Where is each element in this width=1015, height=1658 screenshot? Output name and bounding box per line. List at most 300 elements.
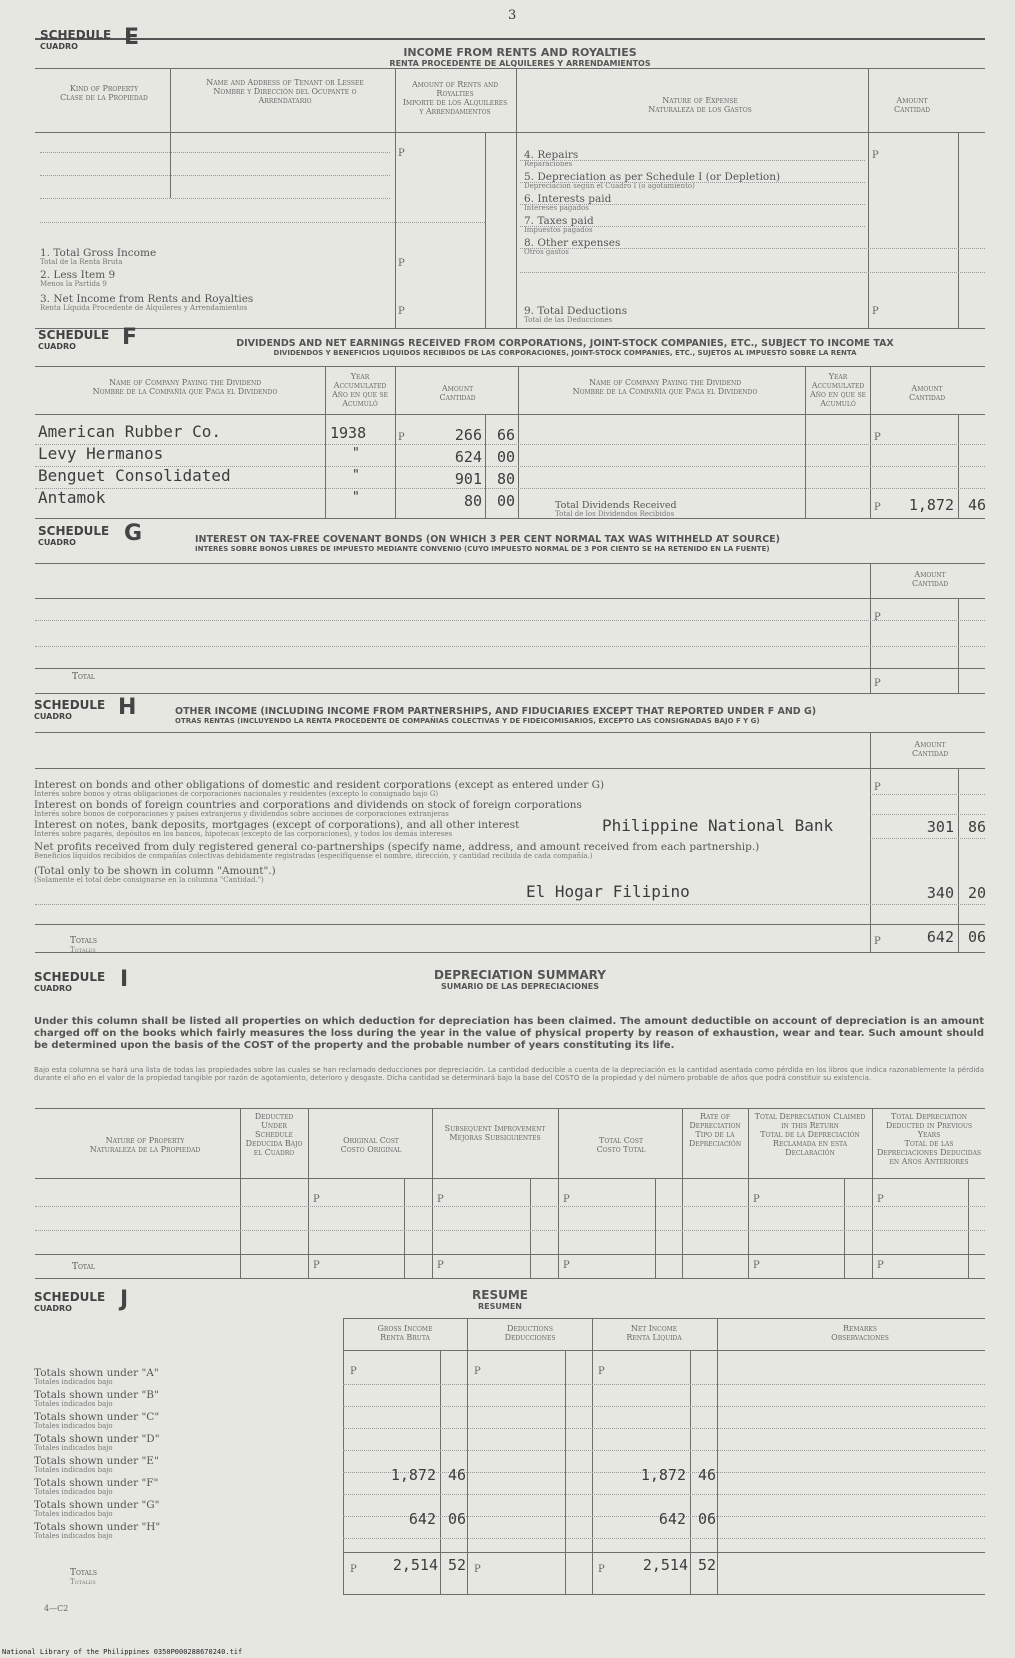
j-h-gross: 642 <box>408 1510 436 1528</box>
j-f-gross: 1,872 <box>390 1466 436 1484</box>
f-currency: P <box>398 432 405 443</box>
h-dotted-row <box>35 904 985 905</box>
schedule-h-word-es: CUADRO <box>34 712 72 721</box>
h-amount-1: 301 <box>926 818 954 836</box>
h-typed-payer-1: Philippine National Bank <box>602 816 834 835</box>
i-dotted-row <box>35 1230 985 1231</box>
j-row-label-es: Totales indicados bajo <box>34 1378 113 1386</box>
e-line3-en: 3. Net Income from Rents and Royalties <box>40 293 254 305</box>
j-h-gross-cents: 06 <box>447 1510 466 1528</box>
f-col-line <box>325 366 326 518</box>
i-currency: P <box>877 1194 884 1205</box>
e-col-expense: Nature of Expense <box>662 96 738 105</box>
schedule-i-paragraph-es: Bajo esta columna se hará una lista de todas las propiedades sobre las cuales se han reclamado deducciones por depreciación. La cantidad deducible a cuenta de la depreciación es la cantidad asentada como pérdida en los libros que indica razonablemente la pérdida durante el año en el valor de la propiedad tangible por razón de agotamiento, deterioro y desgaste. Dicha cantidad se determinará bajo la base del COSTO de la propiedad y del número probable de años que podrá constituir su existencia. <box>34 1066 984 1082</box>
f-col-year-es-2: Año en que se Acumuló <box>809 390 867 408</box>
e-dotted-row <box>520 248 985 249</box>
j-f-net: 1,872 <box>640 1466 686 1484</box>
i-col1-header <box>60 1136 230 1154</box>
schedule-f-word: SCHEDULE <box>38 328 110 342</box>
e-line6 <box>524 194 611 212</box>
f-col-year: Year Accumulated <box>333 372 387 390</box>
e-line4 <box>524 150 578 168</box>
j-dotted-row <box>343 1406 985 1407</box>
i-col-line <box>655 1178 656 1278</box>
i-col-line <box>308 1108 309 1278</box>
h-line-a-en: Interest on bonds and other obligations of domestic and resident corporations (except as entered under G) <box>34 779 605 791</box>
f-col-line <box>805 366 806 518</box>
schedule-j-bottom <box>343 1594 985 1595</box>
e-line9 <box>524 306 627 324</box>
j-f-gross-cents: 46 <box>447 1466 466 1484</box>
j-row-label-es: Totales indicados bajo <box>34 1444 113 1452</box>
e-currency: P <box>872 150 879 161</box>
j-col1-es: Renta Bruta <box>380 1333 430 1342</box>
g-total-label: Total <box>72 672 95 682</box>
schedule-g-word: SCHEDULE <box>38 524 110 538</box>
j-dotted-row <box>343 1494 985 1495</box>
schedule-i-word: SCHEDULE <box>34 970 106 984</box>
e-line9-es: Total de las Deducciones <box>524 316 613 324</box>
j-row-label-en: Totals shown under "B" <box>34 1389 159 1401</box>
j-col3: Net Income <box>630 1324 678 1333</box>
f-row-amount: 624 <box>454 448 482 466</box>
e-line5 <box>524 172 780 190</box>
schedule-i-title-en: DEPRECIATION SUMMARY <box>434 968 606 982</box>
e-col-line <box>485 132 486 328</box>
schedule-e-word-es: CUADRO <box>40 42 78 51</box>
schedule-e-title <box>300 46 740 68</box>
e-col-name-es: Nombre y Dirección del Ocupante o Arrendatario <box>213 87 357 105</box>
f-row-year: 1938 <box>330 424 367 442</box>
e-col-amount-header <box>400 80 510 116</box>
e-dotted-row <box>40 198 390 199</box>
j-f-net-cents: 46 <box>697 1466 716 1484</box>
f-row-company: Benguet Consolidated <box>38 466 231 485</box>
g-currency: P <box>874 612 881 623</box>
j-row-label-es: Totales indicados bajo <box>34 1510 113 1518</box>
f-currency: P <box>874 502 881 513</box>
i-col5: Total Cost <box>599 1136 643 1145</box>
j-row-label <box>34 1368 159 1386</box>
f-header-top <box>35 366 985 367</box>
j-row-label-en: Totals shown under "A" <box>34 1367 159 1379</box>
e-line5-es: Depreciación según el Cuadro I (o agotamiento) <box>524 182 695 190</box>
f-row-cents: 00 <box>496 448 515 466</box>
i-col-line <box>872 1108 873 1278</box>
schedule-j-title <box>440 1288 560 1311</box>
e-col-expense-header <box>600 96 800 114</box>
f-col-name-2: Name of Company Paying the Dividend <box>588 378 742 387</box>
i-col-line <box>748 1108 749 1278</box>
schedule-h-title-es: OTRAS RENTAS (INCLUYENDO LA RENTA PROCEDENTE DE COMPAÑIAS COLECTIVAS Y DE FIDEICOMISARIOS, EXCEPTO LAS CONSIGNADAS BAJO F Y G) <box>175 717 760 725</box>
h-header-bottom <box>35 768 985 769</box>
f-row-company: American Rubber Co. <box>38 422 222 441</box>
f-row-amount: 266 <box>454 426 482 444</box>
h-header-top <box>35 732 985 733</box>
schedule-i-word-es: CUADRO <box>34 984 72 993</box>
i-header-bottom <box>35 1178 985 1179</box>
schedule-g-title-en: INTEREST ON TAX-FREE COVENANT BONDS (ON WHICH 3 PER CENT NORMAL TAX WAS WITHHELD AT SOURCE) <box>195 534 781 545</box>
i-col8-header <box>874 1112 984 1166</box>
e-col-line <box>958 132 959 328</box>
i-col8-es: Total de las Depreciaciones Deducidas en Años Anteriores <box>876 1139 982 1166</box>
schedule-i-title <box>380 968 660 991</box>
schedule-e-header-bottom <box>35 132 985 133</box>
j-col2: Deductions <box>507 1324 553 1333</box>
j-dotted-row <box>343 1538 985 1539</box>
i-col3-es: Costo Original <box>340 1145 402 1154</box>
e-col-name: Name and Address of Tenant or Lessee <box>206 78 364 87</box>
f-total-label-es: Total de los Dividendos Recibidos <box>555 510 675 518</box>
schedule-h-title <box>175 706 885 725</box>
j-col4-es: Observaciones <box>831 1333 889 1342</box>
e-dotted-row <box>40 152 390 153</box>
i-col7-es: Total de la Depreciación Reclamada en esta Declaración <box>760 1130 860 1157</box>
h-line-b-es: Interés sobre bonos de corporaciones y países extranjeros y dividendos sobre acciones de corporaciones extranjeras <box>34 810 449 818</box>
i-col4-header <box>436 1124 554 1142</box>
h-currency: P <box>874 782 881 793</box>
schedule-h-label <box>34 695 137 722</box>
e-col-line <box>395 68 396 328</box>
j-totals-label-es: Totales <box>70 1578 96 1586</box>
j-totals-label-en: Totals <box>70 1568 98 1578</box>
f-row-amount: 901 <box>454 470 482 488</box>
j-row-label-en: Totals shown under "H" <box>34 1521 161 1533</box>
i-col1-es: Naturaleza de la Propiedad <box>89 1145 201 1154</box>
g-dotted-row <box>35 646 985 647</box>
g-col-line <box>870 563 871 693</box>
e-col-amt-header <box>872 96 952 114</box>
e-dotted-row <box>520 182 865 183</box>
j-col1: Gross Income <box>377 1324 433 1333</box>
h-total-cents: 06 <box>967 928 986 946</box>
h-amount-2: 340 <box>926 884 954 902</box>
j-currency: P <box>474 1564 481 1575</box>
i-col3: Original Cost <box>343 1136 399 1145</box>
j-total-net-cents: 52 <box>697 1556 716 1574</box>
h-col-amt: Amount <box>914 740 946 749</box>
j-row-label <box>34 1456 159 1474</box>
i-col8: Total Depreciation Deducted in Previous Years <box>885 1112 973 1139</box>
e-col-kind-es: Clase de la Propiedad <box>60 93 148 102</box>
schedule-f-title-es: DIVIDENDOS Y BENEFICIOS LIQUIDOS RECIBIDOS DE LAS CORPORACIONES, JOINT-STOCK COMPANIES, ETC., SUJETOS AL IMPUESTO SOBRE LA RENTA <box>273 349 857 357</box>
e-col-amt-es: Cantidad <box>893 105 931 114</box>
schedule-f-title <box>165 338 965 357</box>
i-total-rule <box>35 1254 985 1255</box>
h-dotted-row <box>870 794 985 795</box>
j-row-label-es: Totales indicados bajo <box>34 1466 113 1474</box>
schedule-g-letter: G <box>124 521 143 546</box>
schedule-i-bottom <box>35 1278 985 1279</box>
h-line-a <box>34 780 604 798</box>
j-row-label <box>34 1390 159 1408</box>
f-total-label <box>555 500 677 518</box>
e-line2-en: 2. Less Item 9 <box>40 269 116 281</box>
i-col6: Rate of Depreciation <box>689 1112 741 1130</box>
e-line3 <box>40 294 253 312</box>
j-col3-es: Renta Líquida <box>626 1333 682 1342</box>
schedule-e-word: SCHEDULE <box>40 28 112 42</box>
i-currency: P <box>877 1260 884 1271</box>
schedule-g-label <box>38 521 143 548</box>
f-col-year-header <box>327 372 393 408</box>
schedule-j-word-es: CUADRO <box>34 1304 72 1313</box>
schedule-e-header-rule <box>35 68 985 69</box>
j-col2-header <box>470 1324 590 1342</box>
f-col-line <box>518 366 519 518</box>
i-col-line <box>558 1108 559 1278</box>
e-currency: P <box>398 258 405 269</box>
j-col2-es: Deducciones <box>504 1333 556 1342</box>
h-currency: P <box>874 936 881 947</box>
i-currency: P <box>753 1194 760 1205</box>
i-col-line <box>432 1108 433 1278</box>
j-row-label-en: Totals shown under "C" <box>34 1411 160 1423</box>
i-currency: P <box>563 1260 570 1271</box>
e-dotted-row <box>520 226 865 227</box>
i-currency: P <box>437 1194 444 1205</box>
e-line4-en: 4. Repairs <box>524 149 579 161</box>
schedule-j-letter: J <box>120 1287 129 1312</box>
f-row-company: Levy Hermanos <box>38 444 164 463</box>
e-col-line <box>516 68 517 328</box>
g-dotted-row <box>35 620 985 621</box>
i-col-line <box>240 1108 241 1278</box>
i-col-line <box>968 1178 969 1278</box>
j-row-label-es: Totales indicados bajo <box>34 1422 113 1430</box>
schedule-e-letter: E <box>124 25 140 50</box>
j-total-gross: 2,514 <box>392 1556 438 1574</box>
f-col-name-es: Nombre de la Compañía que Paga el Dividendo <box>92 387 278 396</box>
j-col3-header <box>594 1324 714 1342</box>
schedule-g-title <box>195 534 835 553</box>
schedule-i-paragraph: Under this column shall be listed all properties on which deduction for depreciation has been claimed. The amount deductible on account of depreciation is an amount charged off on the books which fairly measures the loss during the year in the value of physical property by reason of exhaustion, wear and tear. Such amount should be determined upon the basis of the COST of the property and the probable number of years constituting its life. <box>34 1016 984 1051</box>
page-number: 3 <box>508 8 517 23</box>
i-total-label: Total <box>72 1262 95 1272</box>
e-col-name-header <box>205 78 365 105</box>
e-dotted-row <box>520 204 865 205</box>
i-col3-header <box>312 1136 430 1154</box>
schedule-f-word-es: CUADRO <box>38 342 76 351</box>
e-line7 <box>524 216 594 234</box>
j-row-label-en: Totals shown under "F" <box>34 1477 159 1489</box>
i-col4-es: Mejoras Subsiguientes <box>449 1133 541 1142</box>
i-currency: P <box>753 1260 760 1271</box>
j-currency: P <box>350 1366 357 1377</box>
e-col-expense-es: Naturaleza de los Gastos <box>648 105 752 114</box>
schedule-f-letter: F <box>122 325 138 350</box>
f-row-year: " <box>352 446 360 461</box>
f-row-rule <box>35 444 985 445</box>
j-row-label <box>34 1434 160 1452</box>
f-row-cents: 00 <box>496 492 515 510</box>
e-line7-es: Impuestos pagados <box>524 226 593 234</box>
e-line7-en: 7. Taxes paid <box>524 215 594 227</box>
h-line-c-en: Interest on notes, bank deposits, mortgages (except of corporations), and all other interest <box>34 819 520 831</box>
f-col-amount-es-2: Cantidad <box>908 393 946 402</box>
f-total-cents: 46 <box>967 496 986 514</box>
schedule-i-title-es: SUMARIO DE LAS DEPRECIACIONES <box>440 982 600 991</box>
g-header-bottom <box>35 598 985 599</box>
h-line-b <box>34 800 582 818</box>
h-line-e-en: (Total only to be shown in column "Amount".) <box>34 865 276 877</box>
i-col4: Subsequent Improvement <box>444 1124 546 1133</box>
i-col5-es: Costo Total <box>596 1145 646 1154</box>
h-dotted-row <box>870 814 985 815</box>
f-col-name-header <box>60 378 310 396</box>
h-line-d-es: Beneficios líquidos recibidos de compañías colectivas debidamente registradas (especifíquense el nombre, dirección, y cantidad recibida de cada compañía.) <box>34 852 593 860</box>
j-col4-header <box>740 1324 980 1342</box>
schedule-h-letter: H <box>118 695 137 720</box>
schedule-e-top-rule <box>35 38 985 40</box>
i-currency: P <box>313 1194 320 1205</box>
f-col-amount-2: Amount <box>911 384 943 393</box>
j-h-net: 642 <box>658 1510 686 1528</box>
i-col2-es: Deducida Bajo el Cuadro <box>245 1139 303 1157</box>
schedule-e-title-en: INCOME FROM RENTS AND ROYALTIES <box>403 46 637 59</box>
i-col2: Deducted Under Schedule <box>254 1112 294 1139</box>
j-row-label-en: Totals shown under "G" <box>34 1499 160 1511</box>
f-col-line <box>870 366 871 518</box>
f-row-rule <box>35 488 985 489</box>
j-currency: P <box>350 1564 357 1575</box>
f-total-amount: 1,872 <box>908 496 954 514</box>
e-line9-en: 9. Total Deductions <box>524 305 628 317</box>
f-row-year: " <box>352 468 360 483</box>
i-col-line <box>682 1108 683 1278</box>
i-header-top <box>35 1108 985 1109</box>
i-col6-header <box>684 1112 746 1148</box>
i-col7-header <box>750 1112 870 1157</box>
i-col6-es: Tipo de la Depreciación <box>688 1130 742 1148</box>
j-row-label <box>34 1478 158 1496</box>
i-col-line <box>844 1178 845 1278</box>
j-dotted-row <box>343 1428 985 1429</box>
j-row-label-es: Totales indicados bajo <box>34 1400 113 1408</box>
archive-footer: National Library of the Philippines 0350P000288670240.tif <box>2 1648 243 1656</box>
f-currency: P <box>874 432 881 443</box>
f-header-bottom <box>35 414 985 415</box>
f-total-label-en: Total Dividends Received <box>555 500 677 511</box>
i-dotted-row <box>35 1206 985 1207</box>
g-col-amt: Amount <box>914 570 946 579</box>
schedule-i-label <box>34 967 129 994</box>
e-line1-en: 1. Total Gross Income <box>40 247 157 259</box>
h-line-c <box>34 820 519 838</box>
f-col-amount-header <box>400 384 515 402</box>
schedule-f-bottom <box>35 518 985 519</box>
h-total-amount: 642 <box>926 928 954 946</box>
schedule-e-bottom <box>35 328 985 329</box>
e-dotted-row <box>40 175 390 176</box>
j-total-gross-cents: 52 <box>447 1556 466 1574</box>
j-row-label-en: Totals shown under "E" <box>34 1455 159 1467</box>
g-currency: P <box>874 678 881 689</box>
j-total-rule <box>343 1552 985 1553</box>
schedule-h-title-en: OTHER INCOME (INCLUDING INCOME FROM PARTNERSHIPS, AND FIDUCIARIES EXCEPT THAT REPORTED UNDER F AND G) <box>175 706 817 717</box>
f-col-amount-header-2 <box>872 384 982 402</box>
h-dotted-row <box>870 838 985 839</box>
e-col-amt: Amount <box>896 96 928 105</box>
e-col-amount-es: Importe de los Alquileres y Arrendamientos <box>402 98 508 116</box>
h-line-d <box>34 842 874 860</box>
schedule-e-label <box>40 25 140 52</box>
i-currency: P <box>313 1260 320 1271</box>
h-line-c-es: Interés sobre pagarés, depósitos en los bancos, hipotecas (excepto de las corporaciones), y todos los demás intereses <box>34 830 453 838</box>
h-totals-label-es: Totales <box>70 946 96 954</box>
e-dotted-row <box>40 222 485 223</box>
e-line8-es: Otros gastos <box>524 248 569 256</box>
i-col5-header <box>562 1136 680 1154</box>
i-col7: Total Depreciation Claimed in this Return <box>754 1112 866 1130</box>
i-col-line <box>404 1178 405 1278</box>
g-total-rule <box>35 668 985 669</box>
e-col-kind: Kind of Property <box>69 84 139 93</box>
j-dotted-row <box>343 1450 985 1451</box>
f-col-name-es-2: Nombre de la Compañía que Paga el Dividendo <box>572 387 758 396</box>
f-col-amount: Amount <box>441 384 474 393</box>
e-line4-es: Reparaciones <box>524 160 573 168</box>
e-line3-es: Renta Líquida Procedente de Alquileres y Arrendamientos <box>40 304 248 312</box>
h-total-rule <box>35 924 985 925</box>
h-line-e <box>34 866 276 884</box>
j-currency: P <box>598 1564 605 1575</box>
h-typed-payer-2: El Hogar Filipino <box>526 882 690 901</box>
h-cents-1: 86 <box>967 818 986 836</box>
f-col-line <box>395 366 396 518</box>
e-line8 <box>524 238 620 256</box>
i-currency: P <box>437 1260 444 1271</box>
h-line-a-es: Interés sobre bonos y otras obligaciones de corporaciones nacionales y residentes (excepto lo consignado bajo G) <box>34 790 439 798</box>
h-line-e-es: (Solamente el total debe consignarse en la columna "Cantidad.") <box>34 876 264 884</box>
schedule-g-word-es: CUADRO <box>38 538 76 547</box>
g-col-amt-header <box>880 570 980 588</box>
e-dotted-row <box>520 272 985 273</box>
j-totals-label <box>70 1568 97 1586</box>
schedule-i-letter: I <box>120 967 129 992</box>
e-col-line <box>868 68 869 328</box>
e-line1-es: Total de la Renta Bruta <box>40 258 123 266</box>
f-col-name: Name of Company Paying the Dividend <box>108 378 262 387</box>
e-line5-en: 5. Depreciation as per Schedule I (or Depletion) <box>524 171 781 183</box>
g-col-amt-es: Cantidad <box>911 579 949 588</box>
f-row-cents: 80 <box>496 470 515 488</box>
i-currency: P <box>563 1194 570 1205</box>
schedule-g-title-es: INTERES SOBRE BONOS LIBRES DE IMPUESTO MEDIANTE CONVENIO (CUYO IMPUESTO NORMAL DE 3 POR CIENTO SE HA RETENIDO EN LA FUENTE) <box>195 545 770 553</box>
h-line-d-en: Net profits received from duly registered general co-partnerships (specify name, address, and amount received from each partnership.) <box>34 841 760 853</box>
j-row-label <box>34 1500 160 1518</box>
f-row-amount: 80 <box>463 492 482 510</box>
schedule-j-title-es: RESUMEN <box>477 1302 522 1311</box>
i-col1: Nature of Property <box>105 1136 185 1145</box>
e-currency: P <box>398 148 405 159</box>
schedule-e-title-es: RENTA PROCEDENTE DE ALQUILERES Y ARRENDAMIENTOS <box>389 59 651 68</box>
form-code: 4—C2 <box>44 1604 69 1613</box>
e-col-kind-header <box>40 84 168 102</box>
g-header-top <box>35 563 985 564</box>
e-line6-es: Intereses pagados <box>524 204 589 212</box>
j-currency: P <box>598 1366 605 1377</box>
j-col1-header <box>345 1324 465 1342</box>
j-dotted-row <box>343 1384 985 1385</box>
schedule-h-bottom <box>35 952 985 953</box>
e-col-amount: Amount of Rents and Royalties <box>411 80 499 98</box>
e-line1 <box>40 248 156 266</box>
f-row-year: " <box>352 490 360 505</box>
j-currency: P <box>474 1366 481 1377</box>
schedule-f-label <box>38 325 138 352</box>
f-row-cents: 66 <box>496 426 515 444</box>
